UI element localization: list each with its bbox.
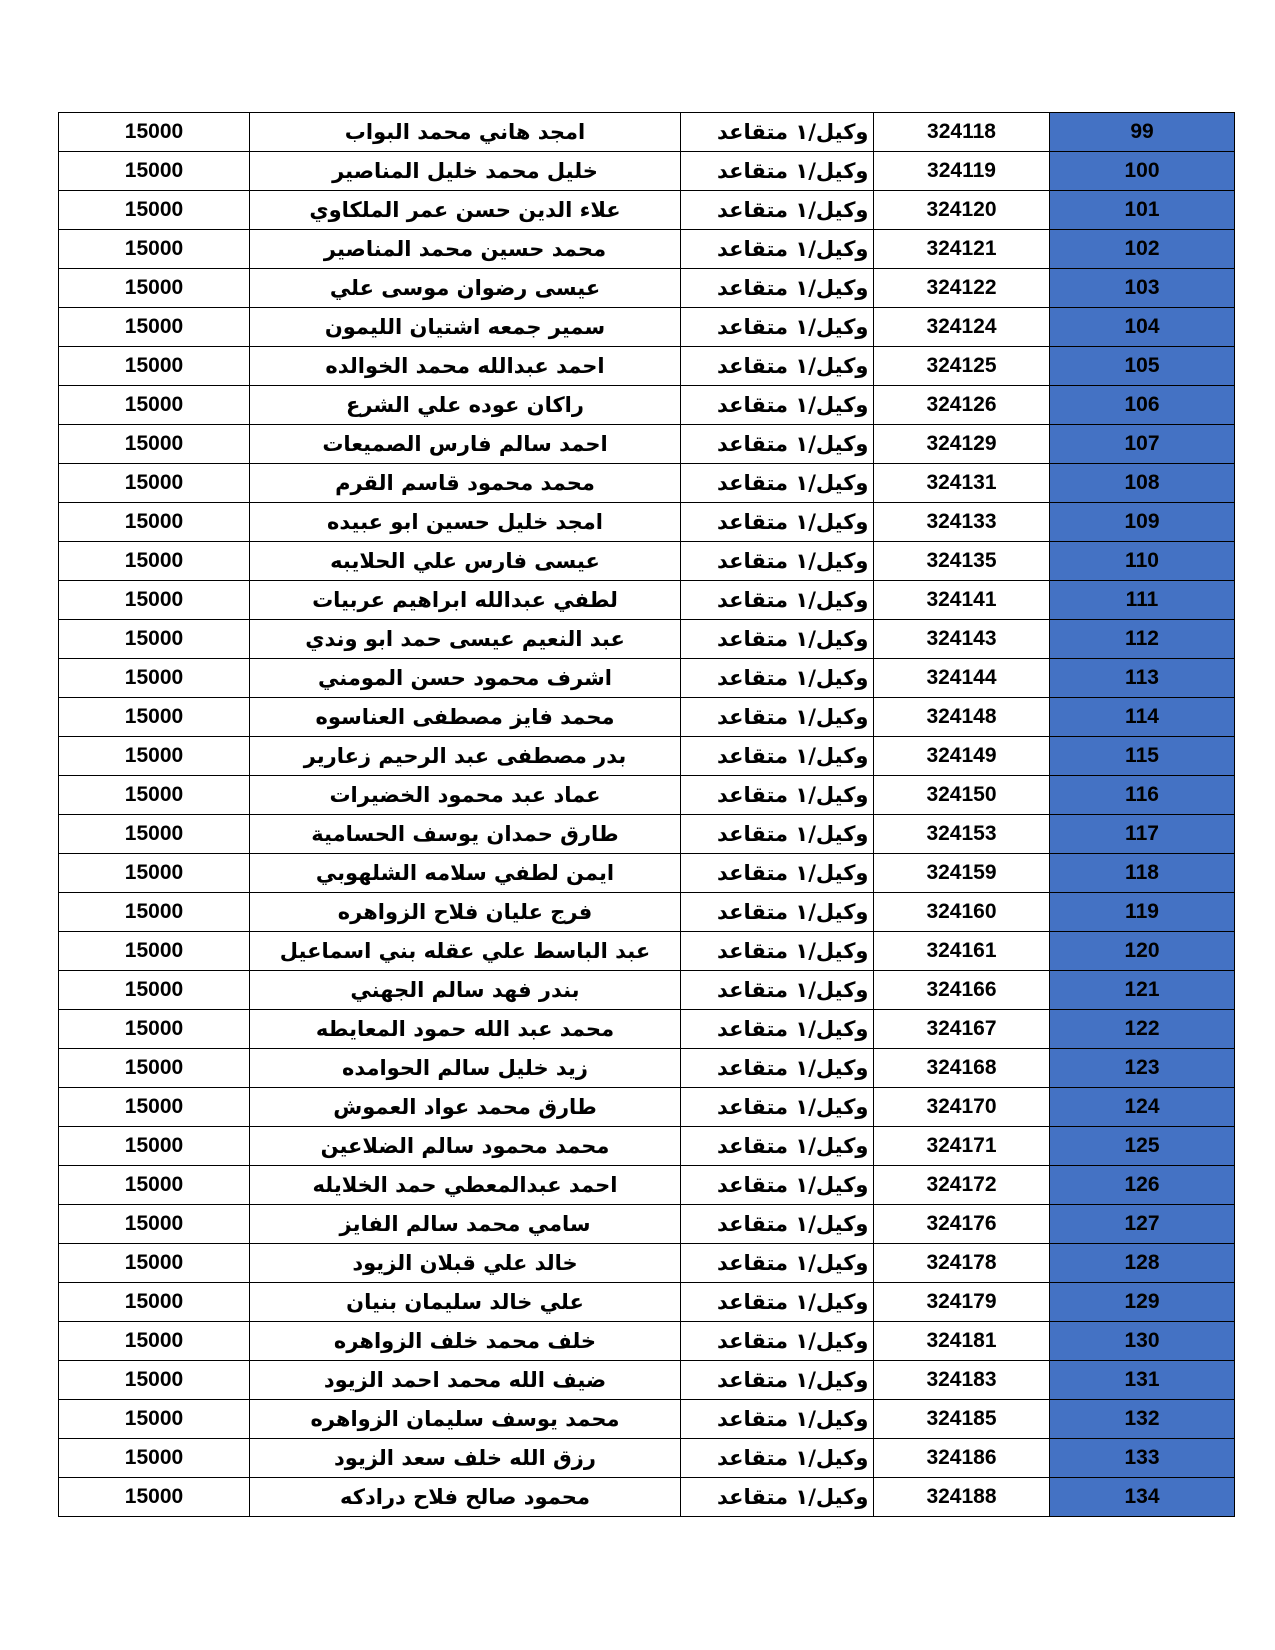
- table-row: [59, 1205, 1235, 1244]
- rank-cell: وكيل/١ متقاعد: [681, 1283, 874, 1322]
- rank-cell: وكيل/١ متقاعد: [681, 386, 874, 425]
- code-cell: 324131: [874, 464, 1050, 503]
- rank-cell: وكيل/١ متقاعد: [681, 1127, 874, 1166]
- name-cell: رزق الله خلف سعد الزيود: [250, 1439, 681, 1478]
- rank-cell: وكيل/١ متقاعد: [681, 1244, 874, 1283]
- amount-cell: 15000: [59, 581, 250, 620]
- rank-cell: وكيل/١ متقاعد: [681, 659, 874, 698]
- code-cell: 324119: [874, 152, 1050, 191]
- rank-cell: وكيل/١ متقاعد: [681, 464, 874, 503]
- name-cell: عبد الباسط علي عقله بني اسماعيل: [250, 932, 681, 971]
- sequence-cell: 129: [1050, 1283, 1235, 1322]
- rank-cell: وكيل/١ متقاعد: [681, 191, 874, 230]
- rank-cell: وكيل/١ متقاعد: [681, 776, 874, 815]
- code-cell: 324121: [874, 230, 1050, 269]
- amount-cell: 15000: [59, 542, 250, 581]
- amount-cell: 15000: [59, 1049, 250, 1088]
- amount-cell: 15000: [59, 152, 250, 191]
- name-cell: احمد سالم فارس الصميعات: [250, 425, 681, 464]
- rank-cell: وكيل/١ متقاعد: [681, 152, 874, 191]
- name-cell: محمد يوسف سليمان الزواهره: [250, 1400, 681, 1439]
- table-row: [59, 152, 1235, 191]
- sequence-cell: 121: [1050, 971, 1235, 1010]
- amount-cell: 15000: [59, 425, 250, 464]
- name-cell: بندر فهد سالم الجهني: [250, 971, 681, 1010]
- code-cell: 324122: [874, 269, 1050, 308]
- rank-cell: وكيل/١ متقاعد: [681, 1439, 874, 1478]
- amount-cell: 15000: [59, 854, 250, 893]
- table-row: [59, 1088, 1235, 1127]
- code-cell: 324168: [874, 1049, 1050, 1088]
- name-cell: امجد هاني محمد البواب: [250, 113, 681, 152]
- amount-cell: 15000: [59, 1166, 250, 1205]
- sequence-cell: 115: [1050, 737, 1235, 776]
- name-cell: اشرف محمود حسن المومني: [250, 659, 681, 698]
- amount-cell: 15000: [59, 1361, 250, 1400]
- name-cell: علي خالد سليمان بنيان: [250, 1283, 681, 1322]
- rank-cell: وكيل/١ متقاعد: [681, 113, 874, 152]
- code-cell: 324125: [874, 347, 1050, 386]
- code-cell: 324179: [874, 1283, 1050, 1322]
- code-cell: 324124: [874, 308, 1050, 347]
- rank-cell: وكيل/١ متقاعد: [681, 971, 874, 1010]
- sequence-cell: 107: [1050, 425, 1235, 464]
- rank-cell: وكيل/١ متقاعد: [681, 1322, 874, 1361]
- sequence-cell: 112: [1050, 620, 1235, 659]
- table-row: [59, 347, 1235, 386]
- name-cell: لطفي عبدالله ابراهيم عربيات: [250, 581, 681, 620]
- sequence-cell: 126: [1050, 1166, 1235, 1205]
- name-cell: علاء الدين حسن عمر الملكاوي: [250, 191, 681, 230]
- rank-cell: وكيل/١ متقاعد: [681, 893, 874, 932]
- amount-cell: 15000: [59, 113, 250, 152]
- amount-cell: 15000: [59, 737, 250, 776]
- sequence-cell: 119: [1050, 893, 1235, 932]
- table-row: [59, 737, 1235, 776]
- table-row: [59, 893, 1235, 932]
- rank-cell: وكيل/١ متقاعد: [681, 1166, 874, 1205]
- sequence-cell: 99: [1050, 113, 1235, 152]
- table-row: [59, 1361, 1235, 1400]
- name-cell: سمير جمعه اشتيان الليمون: [250, 308, 681, 347]
- sequence-cell: 127: [1050, 1205, 1235, 1244]
- rank-cell: وكيل/١ متقاعد: [681, 542, 874, 581]
- code-cell: 324171: [874, 1127, 1050, 1166]
- name-cell: عبد النعيم عيسى حمد ابو وندي: [250, 620, 681, 659]
- sequence-cell: 122: [1050, 1010, 1235, 1049]
- sequence-cell: 109: [1050, 503, 1235, 542]
- amount-cell: 15000: [59, 1400, 250, 1439]
- sequence-cell: 117: [1050, 815, 1235, 854]
- rank-cell: وكيل/١ متقاعد: [681, 1400, 874, 1439]
- sequence-cell: 100: [1050, 152, 1235, 191]
- amount-cell: 15000: [59, 1439, 250, 1478]
- sequence-cell: 101: [1050, 191, 1235, 230]
- table-row: [59, 464, 1235, 503]
- name-cell: زيد خليل سالم الحوامده: [250, 1049, 681, 1088]
- sequence-cell: 110: [1050, 542, 1235, 581]
- sequence-cell: 116: [1050, 776, 1235, 815]
- amount-cell: 15000: [59, 269, 250, 308]
- amount-cell: 15000: [59, 1322, 250, 1361]
- rank-cell: وكيل/١ متقاعد: [681, 1478, 874, 1517]
- code-cell: 324170: [874, 1088, 1050, 1127]
- code-cell: 324133: [874, 503, 1050, 542]
- sequence-cell: 111: [1050, 581, 1235, 620]
- table-row: [59, 269, 1235, 308]
- sequence-cell: 124: [1050, 1088, 1235, 1127]
- rank-cell: وكيل/١ متقاعد: [681, 1205, 874, 1244]
- table-row: [59, 620, 1235, 659]
- amount-cell: 15000: [59, 1478, 250, 1517]
- sequence-cell: 114: [1050, 698, 1235, 737]
- name-cell: خالد علي قبلان الزيود: [250, 1244, 681, 1283]
- code-cell: 324143: [874, 620, 1050, 659]
- table-row: [59, 230, 1235, 269]
- table-row: [59, 776, 1235, 815]
- rank-cell: وكيل/١ متقاعد: [681, 230, 874, 269]
- table-row: [59, 1244, 1235, 1283]
- table-row: [59, 542, 1235, 581]
- amount-cell: 15000: [59, 698, 250, 737]
- rank-cell: وكيل/١ متقاعد: [681, 503, 874, 542]
- code-cell: 324135: [874, 542, 1050, 581]
- name-cell: احمد عبدالله محمد الخوالده: [250, 347, 681, 386]
- rank-cell: وكيل/١ متقاعد: [681, 737, 874, 776]
- roster-table: [58, 112, 1235, 1517]
- amount-cell: 15000: [59, 230, 250, 269]
- amount-cell: 15000: [59, 1088, 250, 1127]
- sequence-cell: 134: [1050, 1478, 1235, 1517]
- name-cell: خليل محمد خليل المناصير: [250, 152, 681, 191]
- rank-cell: وكيل/١ متقاعد: [681, 815, 874, 854]
- rank-cell: وكيل/١ متقاعد: [681, 932, 874, 971]
- sequence-cell: 106: [1050, 386, 1235, 425]
- sequence-cell: 131: [1050, 1361, 1235, 1400]
- name-cell: خلف محمد خلف الزواهره: [250, 1322, 681, 1361]
- code-cell: 324118: [874, 113, 1050, 152]
- table-row: [59, 1049, 1235, 1088]
- amount-cell: 15000: [59, 659, 250, 698]
- name-cell: عيسى فارس علي الحلايبه: [250, 542, 681, 581]
- name-cell: عيسى رضوان موسى علي: [250, 269, 681, 308]
- sequence-cell: 108: [1050, 464, 1235, 503]
- table-row: [59, 854, 1235, 893]
- sequence-cell: 105: [1050, 347, 1235, 386]
- code-cell: 324160: [874, 893, 1050, 932]
- code-cell: 324120: [874, 191, 1050, 230]
- name-cell: محمد عبد الله حمود المعايطه: [250, 1010, 681, 1049]
- sequence-cell: 125: [1050, 1127, 1235, 1166]
- table-row: [59, 1127, 1235, 1166]
- table-row: [59, 815, 1235, 854]
- code-cell: 324185: [874, 1400, 1050, 1439]
- name-cell: ايمن لطفي سلامه الشلهوبي: [250, 854, 681, 893]
- name-cell: عماد عبد محمود الخضيرات: [250, 776, 681, 815]
- amount-cell: 15000: [59, 620, 250, 659]
- code-cell: 324126: [874, 386, 1050, 425]
- code-cell: 324149: [874, 737, 1050, 776]
- name-cell: طارق محمد عواد العموش: [250, 1088, 681, 1127]
- sequence-cell: 118: [1050, 854, 1235, 893]
- table-row: [59, 1478, 1235, 1517]
- amount-cell: 15000: [59, 464, 250, 503]
- code-cell: 324172: [874, 1166, 1050, 1205]
- sequence-cell: 132: [1050, 1400, 1235, 1439]
- name-cell: محمود صالح فلاح درادكه: [250, 1478, 681, 1517]
- table-row: [59, 659, 1235, 698]
- code-cell: 324141: [874, 581, 1050, 620]
- rank-cell: وكيل/١ متقاعد: [681, 269, 874, 308]
- name-cell: محمد فايز مصطفى العناسوه: [250, 698, 681, 737]
- name-cell: سامي محمد سالم الفايز: [250, 1205, 681, 1244]
- table-row: [59, 698, 1235, 737]
- rank-cell: وكيل/١ متقاعد: [681, 1088, 874, 1127]
- sequence-cell: 133: [1050, 1439, 1235, 1478]
- name-cell: فرج عليان فلاح الزواهره: [250, 893, 681, 932]
- name-cell: ضيف الله محمد احمد الزيود: [250, 1361, 681, 1400]
- sequence-cell: 102: [1050, 230, 1235, 269]
- code-cell: 324150: [874, 776, 1050, 815]
- roster-table-body: [59, 113, 1235, 1517]
- code-cell: 324186: [874, 1439, 1050, 1478]
- amount-cell: 15000: [59, 971, 250, 1010]
- sequence-cell: 120: [1050, 932, 1235, 971]
- table-row: [59, 503, 1235, 542]
- rank-cell: وكيل/١ متقاعد: [681, 308, 874, 347]
- name-cell: طارق حمدان يوسف الحسامية: [250, 815, 681, 854]
- table-row: [59, 1166, 1235, 1205]
- sequence-cell: 128: [1050, 1244, 1235, 1283]
- amount-cell: 15000: [59, 932, 250, 971]
- code-cell: 324167: [874, 1010, 1050, 1049]
- name-cell: محمد محمود قاسم القرم: [250, 464, 681, 503]
- code-cell: 324176: [874, 1205, 1050, 1244]
- table-row: [59, 932, 1235, 971]
- table-row: [59, 1439, 1235, 1478]
- code-cell: 324153: [874, 815, 1050, 854]
- table-row: [59, 1400, 1235, 1439]
- code-cell: 324188: [874, 1478, 1050, 1517]
- table-row: [59, 1010, 1235, 1049]
- rank-cell: وكيل/١ متقاعد: [681, 581, 874, 620]
- name-cell: احمد عبدالمعطي حمد الخلايله: [250, 1166, 681, 1205]
- table-row: [59, 191, 1235, 230]
- amount-cell: 15000: [59, 776, 250, 815]
- table-row: [59, 308, 1235, 347]
- table-row: [59, 581, 1235, 620]
- code-cell: 324178: [874, 1244, 1050, 1283]
- amount-cell: 15000: [59, 347, 250, 386]
- rank-cell: وكيل/١ متقاعد: [681, 425, 874, 464]
- table-row: [59, 113, 1235, 152]
- rank-cell: وكيل/١ متقاعد: [681, 1010, 874, 1049]
- rank-cell: وكيل/١ متقاعد: [681, 854, 874, 893]
- amount-cell: 15000: [59, 1244, 250, 1283]
- sequence-cell: 103: [1050, 269, 1235, 308]
- amount-cell: 15000: [59, 503, 250, 542]
- amount-cell: 15000: [59, 1010, 250, 1049]
- name-cell: محمد محمود سالم الضلاعين: [250, 1127, 681, 1166]
- code-cell: 324148: [874, 698, 1050, 737]
- name-cell: بدر مصطفى عبد الرحيم زعارير: [250, 737, 681, 776]
- name-cell: راكان عوده علي الشرع: [250, 386, 681, 425]
- rank-cell: وكيل/١ متقاعد: [681, 1049, 874, 1088]
- name-cell: محمد حسين محمد المناصير: [250, 230, 681, 269]
- table-row: [59, 971, 1235, 1010]
- amount-cell: 15000: [59, 815, 250, 854]
- rank-cell: وكيل/١ متقاعد: [681, 620, 874, 659]
- amount-cell: 15000: [59, 893, 250, 932]
- table-row: [59, 1322, 1235, 1361]
- code-cell: 324181: [874, 1322, 1050, 1361]
- rank-cell: وكيل/١ متقاعد: [681, 1361, 874, 1400]
- code-cell: 324159: [874, 854, 1050, 893]
- amount-cell: 15000: [59, 386, 250, 425]
- name-cell: امجد خليل حسين ابو عبيده: [250, 503, 681, 542]
- rank-cell: وكيل/١ متقاعد: [681, 698, 874, 737]
- table-row: [59, 1283, 1235, 1322]
- code-cell: 324183: [874, 1361, 1050, 1400]
- table-row: [59, 386, 1235, 425]
- table-row: [59, 425, 1235, 464]
- amount-cell: 15000: [59, 1283, 250, 1322]
- amount-cell: 15000: [59, 1127, 250, 1166]
- sequence-cell: 130: [1050, 1322, 1235, 1361]
- sequence-cell: 123: [1050, 1049, 1235, 1088]
- amount-cell: 15000: [59, 308, 250, 347]
- code-cell: 324144: [874, 659, 1050, 698]
- rank-cell: وكيل/١ متقاعد: [681, 347, 874, 386]
- sequence-cell: 113: [1050, 659, 1235, 698]
- code-cell: 324129: [874, 425, 1050, 464]
- sequence-cell: 104: [1050, 308, 1235, 347]
- amount-cell: 15000: [59, 1205, 250, 1244]
- code-cell: 324166: [874, 971, 1050, 1010]
- amount-cell: 15000: [59, 191, 250, 230]
- code-cell: 324161: [874, 932, 1050, 971]
